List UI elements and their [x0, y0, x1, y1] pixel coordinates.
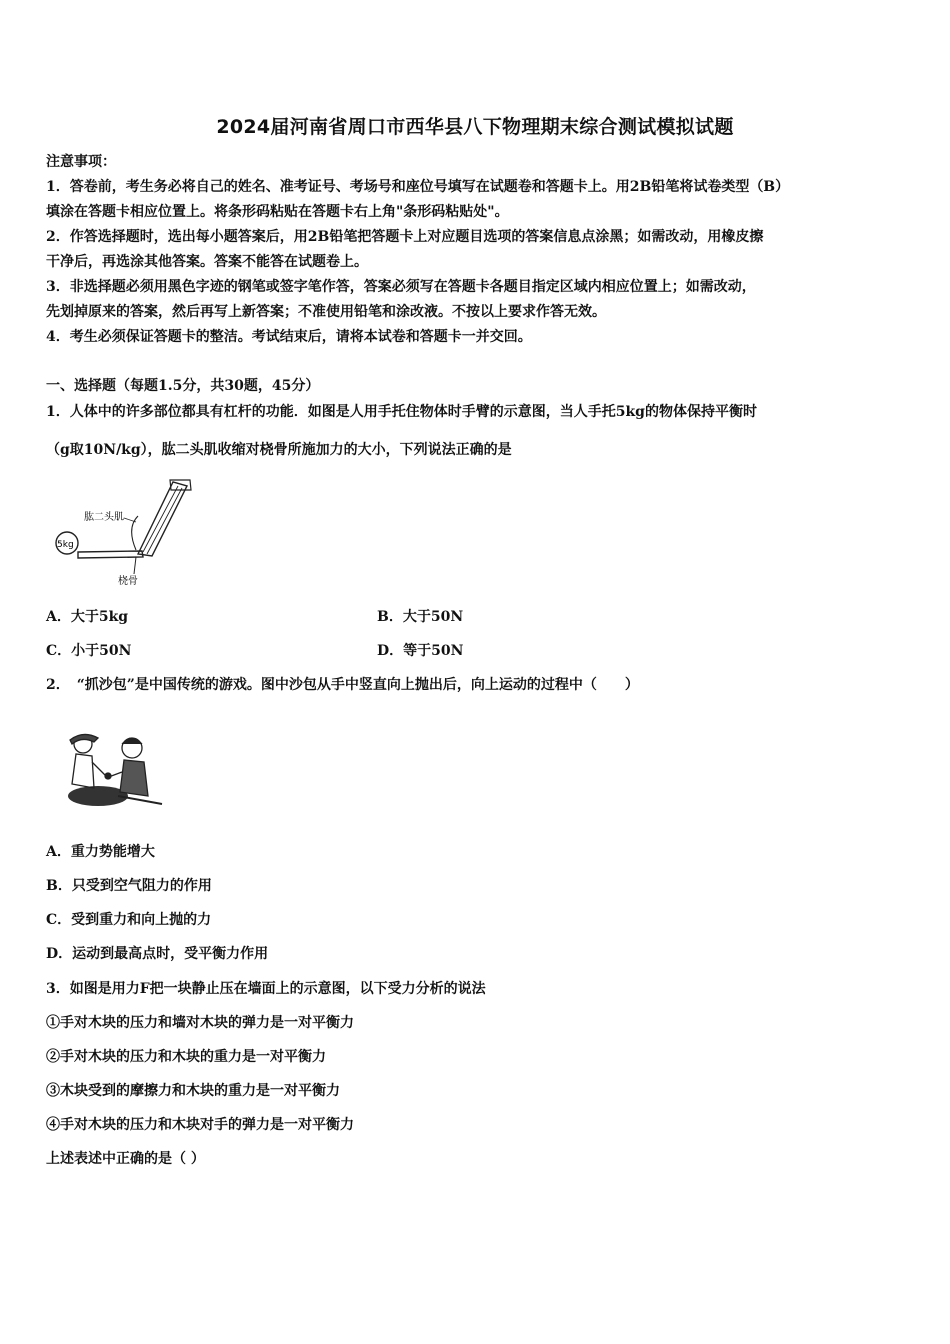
notice-line: 先划掉原来的答案，然后再写上新答案；不准使用铅笔和涂改液。不按以上要求作答无效。 [46, 304, 606, 320]
notice-line: 填涂在答题卡相应位置上。将条形码粘贴在答题卡右上角"条形码粘贴处"。 [46, 204, 509, 220]
arm-lever-figure [50, 474, 200, 586]
q3-statement: ②手对木块的压力和木块的重力是一对平衡力 [46, 1049, 326, 1065]
q3-statement: ③木块受到的摩擦力和木块的重力是一对平衡力 [46, 1083, 340, 1099]
bone-label: 桡骨 [118, 576, 138, 586]
notice-line: 干净后，再选涂其他答案。答案不能答在试题卷上。 [46, 254, 368, 270]
page-title: 2024届河南省周口市西华县八下物理期末综合测试模拟试题 [216, 116, 734, 138]
notice-line: 3．非选择题必须用黑色字迹的钢笔或签字笔作答，答案必须写在答题卡各题目指定区域内相应位置上；如需改动， [46, 279, 756, 295]
notice-line: 2．作答选择题时，选出每小题答案后，用2B铅笔把答题卡上对应题目选项的答案信息点涂黑；如需改动，用橡皮擦 [46, 229, 764, 245]
q2-option-b: B．只受到空气阻力的作用 [46, 878, 212, 894]
q3-question: 上述表述中正确的是（ ） [46, 1151, 205, 1167]
q1-stem-line2: （g取10N/kg），肱二头肌收缩对桡骨所施加力的大小，下列说法正确的是 [46, 442, 512, 458]
notice-line: 1．答卷前，考生务必将自己的姓名、准考证号、考场号和座位号填写在试题卷和答题卡上。用2B铅笔将试卷类型（B） [46, 179, 790, 195]
section-heading: 一、选择题（每题1.5分，共30题，45分） [46, 378, 320, 394]
children-game-figure [58, 732, 168, 820]
q3-stem: 3．如图是用力F把一块静止压在墙面上的示意图，以下受力分析的说法 [46, 981, 486, 997]
q2-option-c: C．受到重力和向上抛的力 [46, 912, 212, 928]
q2-option-d: D．运动到最高点时，受平衡力作用 [46, 946, 269, 962]
q3-statement: ④手对木块的压力和木块对手的弹力是一对平衡力 [46, 1117, 354, 1133]
q2-stem: 2． “抓沙包”是中国传统的游戏。图中沙包从手中竖直向上抛出后，向上运动的过程中（ ） [46, 677, 639, 693]
q1-option-c: C．小于50N [46, 643, 132, 659]
q3-statement: ①手对木块的压力和墙对木块的弹力是一对平衡力 [46, 1015, 354, 1031]
notice-heading: 注意事项： [46, 154, 116, 170]
forearm-shape [78, 551, 143, 558]
notice-line: 4．考生必须保证答题卡的整洁。考试结束后，请将本试卷和答题卡一并交回。 [46, 329, 532, 345]
q1-option-d: D．等于50N [377, 643, 464, 659]
q1-option-a: A．大于5kg [46, 609, 129, 625]
q1-stem-line1: 1．人体中的许多部位都具有杠杆的功能．如图是人用手托住物体时手臂的示意图，当人手托5kg的物体保持平衡时 [46, 404, 757, 420]
weight-label: 5kg [57, 540, 74, 550]
q2-option-a: A．重力势能增大 [46, 844, 155, 860]
q1-option-b: B．大于50N [377, 609, 464, 625]
muscle-label: 肱二头肌 [84, 512, 124, 523]
